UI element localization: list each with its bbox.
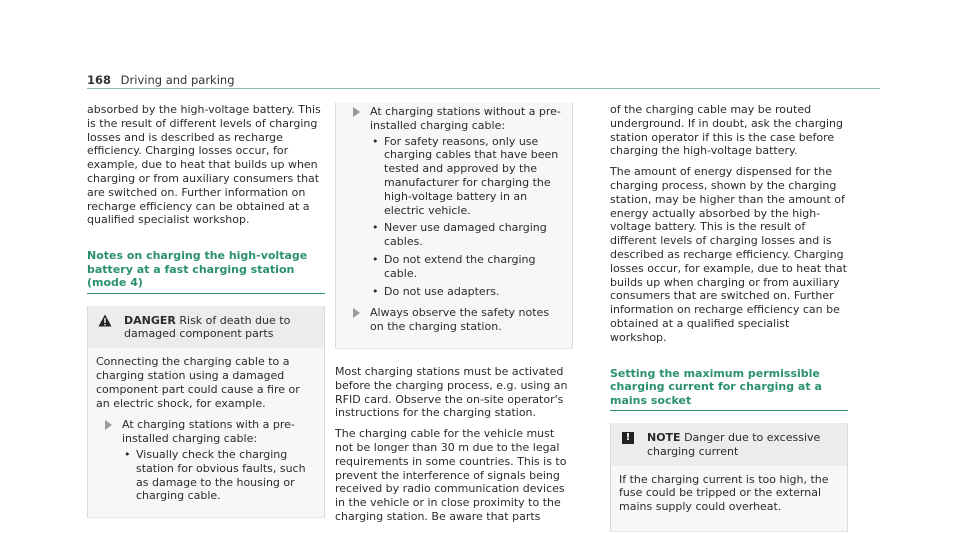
column-3 — [610, 103, 848, 532]
note-body — [611, 466, 847, 531]
list-item: • Do not use adapters. — [370, 285, 564, 299]
paragraph: The charging cable for the vehicle must not be longer than 30 m due to the legal requirements in some countries. This is to prevent the interference of signals being received by radio communication devices in the vehicle or in close proximity to the charging station. Be aware that parts — [335, 427, 567, 523]
list-item: • For safety reasons, only use charging cables that have been tested and approved by the manufacturer for charging the high-voltage battery in an electric vehicle. — [370, 135, 564, 218]
instruction-step — [344, 306, 564, 334]
bullet-list — [122, 448, 316, 503]
danger-text: Connecting the charging cable to a charging station using a damaged component part could cause a fire or an electric shock, for example. — [96, 355, 300, 410]
bullet-list — [370, 135, 564, 299]
danger-title: Risk of death due to damaged component parts — [124, 313, 291, 341]
note-header — [611, 423, 847, 466]
section-title-fast-charging: Notes on charging the high-voltage battery at a fast charging station (mode 4) — [87, 249, 325, 294]
instruction-step — [344, 105, 564, 298]
intro-paragraph: absorbed by the high-voltage battery. This is the result of different levels of charging losses and is described as recharge efficiency. Charging losses occur, for example, due to heat that builds up when charging or from auxiliary consumers that are switched on. Further information on recharge efficiency can be obtained at a qualified specialist workshop. — [87, 103, 321, 227]
list-item: • Never use damaged charging cables. — [370, 221, 564, 249]
instruction-step — [96, 418, 316, 503]
danger-label: DANGER — [124, 313, 176, 327]
warning-triangle-icon — [98, 314, 112, 327]
danger-header — [88, 306, 324, 349]
note-label: NOTE — [647, 431, 681, 445]
step-text: At charging stations with a pre-installed charging cable: — [122, 418, 295, 446]
paragraph: of the charging cable may be routed underground. If in doubt, ask the charging station operator if this is the case before charging the high-voltage battery. — [610, 103, 844, 158]
step-text: Always observe the safety notes on the charging station. — [370, 306, 550, 334]
danger-body — [88, 348, 324, 517]
paragraph: Most charging stations must be activated before the charging process, e.g. using an RFID card. Observe the on-site operator's instructions for the charging station. — [335, 364, 568, 420]
section-title-charging-current: Setting the maximum permissible charging current for charging at a mains socket — [610, 367, 848, 412]
note-text: If the charging current is too high, the fuse could be tripped or the external mains supply could overheat. — [619, 472, 829, 514]
step-text: At charging stations without a pre-installed charging cable: — [370, 105, 561, 132]
arrow-right-icon — [353, 107, 360, 117]
arrow-right-icon — [353, 308, 360, 318]
arrow-right-icon — [105, 420, 112, 430]
list-item: • Visually check the charging station for obvious faults, such as damage to the housing or charging cable. — [122, 448, 316, 503]
page-header — [87, 73, 235, 87]
column-1 — [87, 103, 325, 518]
danger-body-continued — [336, 103, 572, 348]
list-item: • Do not extend the charging cable. — [370, 253, 564, 281]
note-title: Danger due to excessive charging current — [647, 431, 821, 458]
page-number: 168 — [87, 73, 112, 87]
exclamation-icon: ! — [622, 432, 634, 444]
danger-box-continued — [335, 103, 573, 349]
danger-box — [87, 306, 325, 519]
note-box — [610, 423, 848, 532]
column-2 — [335, 103, 573, 531]
paragraph: The amount of energy dispensed for the charging process, shown by the charging station, may be higher than the amount of energy actually absorbed by the high-voltage battery. This is the result of different levels of charging losses and is described as recharge efficiency. Charging losses occur, for example, due to heat that builds up when charging or from auxiliary consumers that are switched on. Further information on recharge efficiency can be obtained at a qualified specialist workshop. — [610, 165, 847, 344]
section-name: Driving and parking — [120, 73, 235, 87]
header-rule — [87, 88, 880, 89]
